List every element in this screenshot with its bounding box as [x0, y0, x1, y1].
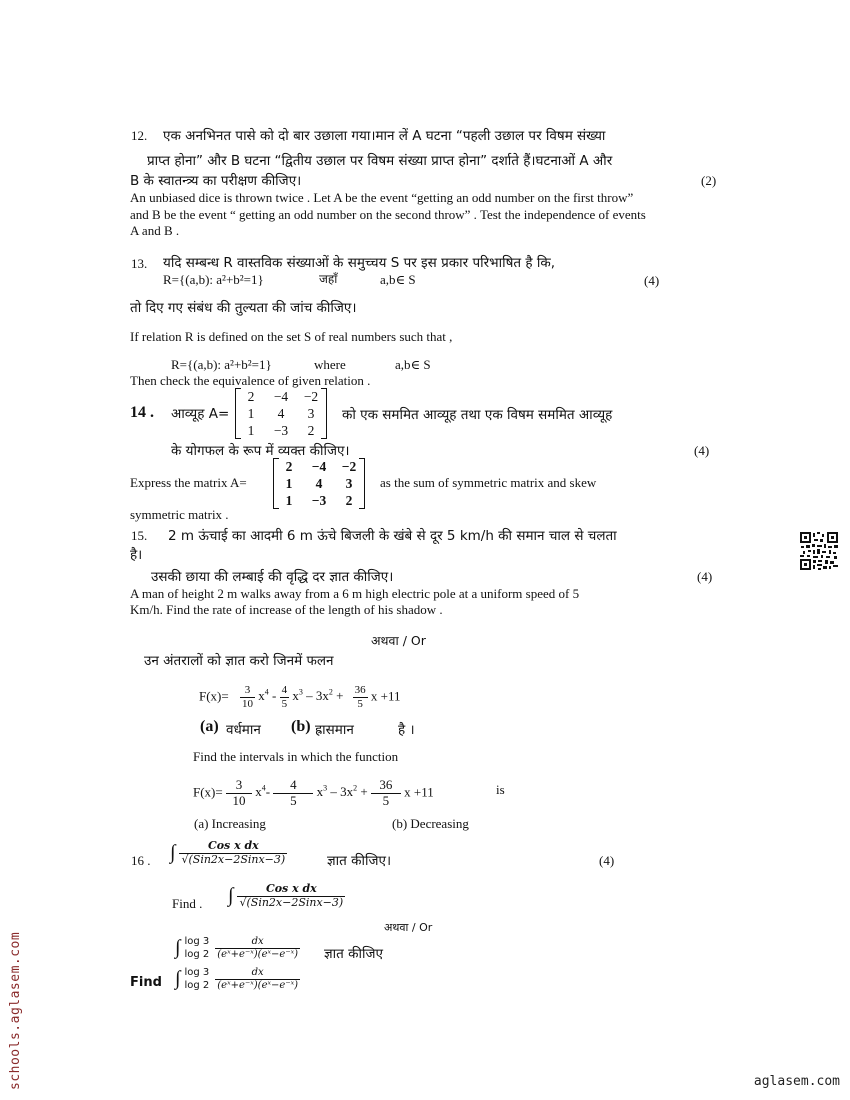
matrix-cell: 3 — [307, 406, 315, 421]
lower-limit: log 2 — [184, 949, 210, 960]
matrix-cell: 1 — [247, 406, 255, 421]
integrand-denominator: √(Sin2x−2Sinx−3) — [181, 852, 286, 866]
side-watermark: schools.aglasem.com — [8, 931, 23, 1090]
q12-hindi-line2: प्राप्त होना” और B घटना “द्वितीय उछाल पर विषम संख्या प्राप्त होना” दर्शाते हैं।घटनाओं A और — [147, 153, 613, 169]
integral-symbol-icon: ∫ — [228, 884, 234, 907]
q13-hindi-condition: a,b∈ S — [380, 272, 416, 287]
q15-english-b: (b) Decreasing — [392, 816, 469, 831]
q14-number: 14 . — [130, 404, 154, 421]
q15-hindi-line3: उसकी छाया की लम्बाई की वृद्धि दर ज्ञात कीजिए। — [151, 569, 394, 585]
fx-label: F(x)= — [199, 688, 229, 704]
lower-limit: log 2 — [184, 980, 210, 991]
q16-number: 16 . — [131, 853, 151, 868]
matrix-cell: −3 — [273, 423, 289, 438]
q13-marks: (4) — [644, 273, 660, 288]
q14-english-suffix: as the sum of symmetric matrix and skew — [380, 475, 597, 490]
q15-english-a: (a) Increasing — [194, 816, 266, 831]
q13-english-condition: a,b∈ S — [395, 357, 431, 372]
integral-symbol-icon: ∫ — [175, 967, 181, 990]
q14-hindi-line2: के योगफल के रूप में व्यक्त कीजिए। — [171, 443, 350, 459]
matrix-cell: 2 — [345, 493, 353, 508]
matrix-cell: 4 — [315, 476, 323, 491]
matrix-cell: −2 — [341, 459, 357, 474]
q12-english-line2: and B be the event “ getting an odd number on the second throw” . Test the independence of events — [130, 207, 646, 222]
matrix-cell: 2 — [307, 423, 315, 438]
q14-english-line2: symmetric matrix . — [130, 507, 229, 522]
q15-hindi-a: वर्धमान — [226, 722, 261, 738]
matrix-cell: 1 — [285, 493, 293, 508]
q16-hindi-definite-integral — [175, 935, 300, 961]
q15-english-is: is — [496, 782, 505, 797]
q16-marks: (4) — [599, 853, 615, 868]
q14-hindi-prefix: आव्यूह A= — [171, 406, 230, 422]
q14-english-matrix — [273, 458, 365, 509]
q16-hindi-find: ज्ञात कीजिए। — [327, 853, 392, 869]
q15-hindi-hai: है । — [398, 722, 415, 738]
q12-number: 12. — [131, 128, 148, 143]
q15-hindi-line1: 2 m ऊंचाई का आदमी 6 m ऊंचे बिजली के खंबे से दूर 5 km/h की समान चाल से चलता — [168, 528, 617, 544]
q13-english-relation: R={(a,b): a²+b²=1} — [171, 357, 272, 372]
integral-symbol-icon: ∫ — [170, 841, 176, 864]
q16-english-find: Find . — [172, 896, 203, 911]
q15-english-line1: A man of height 2 m walks away from a 6 m high electric pole at a uniform speed of 5 — [130, 586, 580, 601]
q15-english-line2: Km/h. Find the rate of increase of the length of his shadow . — [130, 602, 443, 617]
q13-english-where: where — [314, 357, 346, 372]
integrand-numerator: dx — [251, 936, 264, 947]
q12-hindi-line3: B के स्वातन्त्र्य का परीक्षण कीजिए। — [130, 173, 302, 189]
integrand-numerator: Cos x dx — [207, 839, 259, 852]
fx-label: F(x)= — [193, 784, 223, 800]
q12-english-line1: An unbiased dice is thrown twice . Let A be the event “getting an odd number on the first throw” — [130, 190, 634, 205]
q14-marks: (4) — [694, 443, 710, 458]
q13-hindi-line1: यदि सम्बन्ध R वास्तविक संख्याओं के समुच्चय S पर इस प्रकार परिभाषित है कि, — [163, 255, 556, 271]
upper-limit: log 3 — [184, 936, 210, 947]
matrix-cell: 3 — [345, 476, 353, 491]
qr-code-icon — [799, 531, 839, 571]
matrix-cell: 2 — [285, 459, 293, 474]
q13-english-line1: If relation R is defined on the set S of real numbers such that , — [130, 329, 453, 344]
integrand-denominator: (eˣ+e⁻ˣ)(eˣ−e⁻ˣ) — [217, 979, 299, 991]
matrix-cell: −3 — [311, 493, 327, 508]
q15-hindi-b-label: (b) — [291, 718, 311, 735]
q14-hindi-suffix: को एक सममित आव्यूह तथा एक विषम सममित आव्यूह — [342, 407, 613, 423]
q15-hindi-function: F(x)= $\frac{3}{10}$ $x^4$ - $\frac{4}{5}$ $x^3 - 3x^2$ + $\frac{36}{5}$ x +11 — [199, 684, 401, 710]
q15-english-function: F(x)= $\frac{3}{10}$ $x^4-$ $\frac{4}{5}$ $x^3 - 3x^2$ + $\frac{36}{5}$ x +11 — [193, 776, 434, 808]
matrix-cell: −2 — [303, 389, 319, 404]
q14-hindi-matrix — [235, 388, 327, 439]
q14-english-prefix: Express the matrix A= — [130, 475, 247, 490]
q13-hindi-line3: तो दिए गए संबंध की तुल्यता की जांच कीजिए। — [130, 300, 357, 316]
q16-hindi-find2: ज्ञात कीजिए — [324, 946, 383, 962]
q12-marks: (2) — [701, 173, 717, 188]
q15-hindi-line2: है। — [130, 547, 143, 563]
matrix-cell: 1 — [247, 423, 255, 438]
matrix-cell: 2 — [247, 389, 255, 404]
q16-or: अथवा / Or — [384, 921, 433, 934]
q15-english-alt-line1: Find the intervals in which the function — [193, 749, 399, 764]
integrand-numerator: Cos x dx — [265, 882, 317, 895]
q15-hindi-a-label: (a) — [200, 718, 219, 735]
integrand-denominator: √(Sin2x−2Sinx−3) — [239, 895, 344, 909]
q13-hindi-relation: R={(a,b): a²+b²=1} — [163, 272, 264, 287]
matrix-cell: −4 — [311, 459, 327, 474]
q12-english-line3: A and B . — [130, 223, 180, 238]
footer-site: aglasem.com — [753, 1074, 840, 1089]
matrix-cell: 4 — [277, 406, 285, 421]
q13-hindi-where: जहाँ — [319, 272, 338, 286]
q16-hindi-integral — [170, 840, 287, 866]
q13-english-line3: Then check the equivalence of given relation . — [130, 373, 371, 388]
q13-number: 13. — [131, 256, 148, 271]
upper-limit: log 3 — [184, 967, 210, 978]
integral-symbol-icon: ∫ — [175, 936, 181, 959]
q12-hindi-line1: एक अनभिनत पासे को दो बार उछाला गया।मान लें A घटना “पहली उछाल पर विषम संख्या — [163, 128, 606, 144]
q15-hindi-b: ह्रासमान — [315, 722, 354, 738]
q15-marks: (4) — [697, 569, 713, 584]
q16-english-find2: Find — [130, 975, 162, 990]
integrand-denominator: (eˣ+e⁻ˣ)(eˣ−e⁻ˣ) — [217, 948, 299, 960]
q16-english-definite-integral — [175, 966, 300, 992]
q15-or: अथवा / Or — [371, 633, 426, 648]
integrand-numerator: dx — [251, 967, 264, 978]
matrix-cell: 1 — [285, 476, 293, 491]
q15-hindi-alt-line1: उन अंतरालों को ज्ञात करो जिनमें फलन — [144, 653, 334, 669]
q16-english-integral — [228, 883, 345, 909]
matrix-cell: −4 — [273, 389, 289, 404]
q15-number: 15. — [131, 528, 148, 543]
